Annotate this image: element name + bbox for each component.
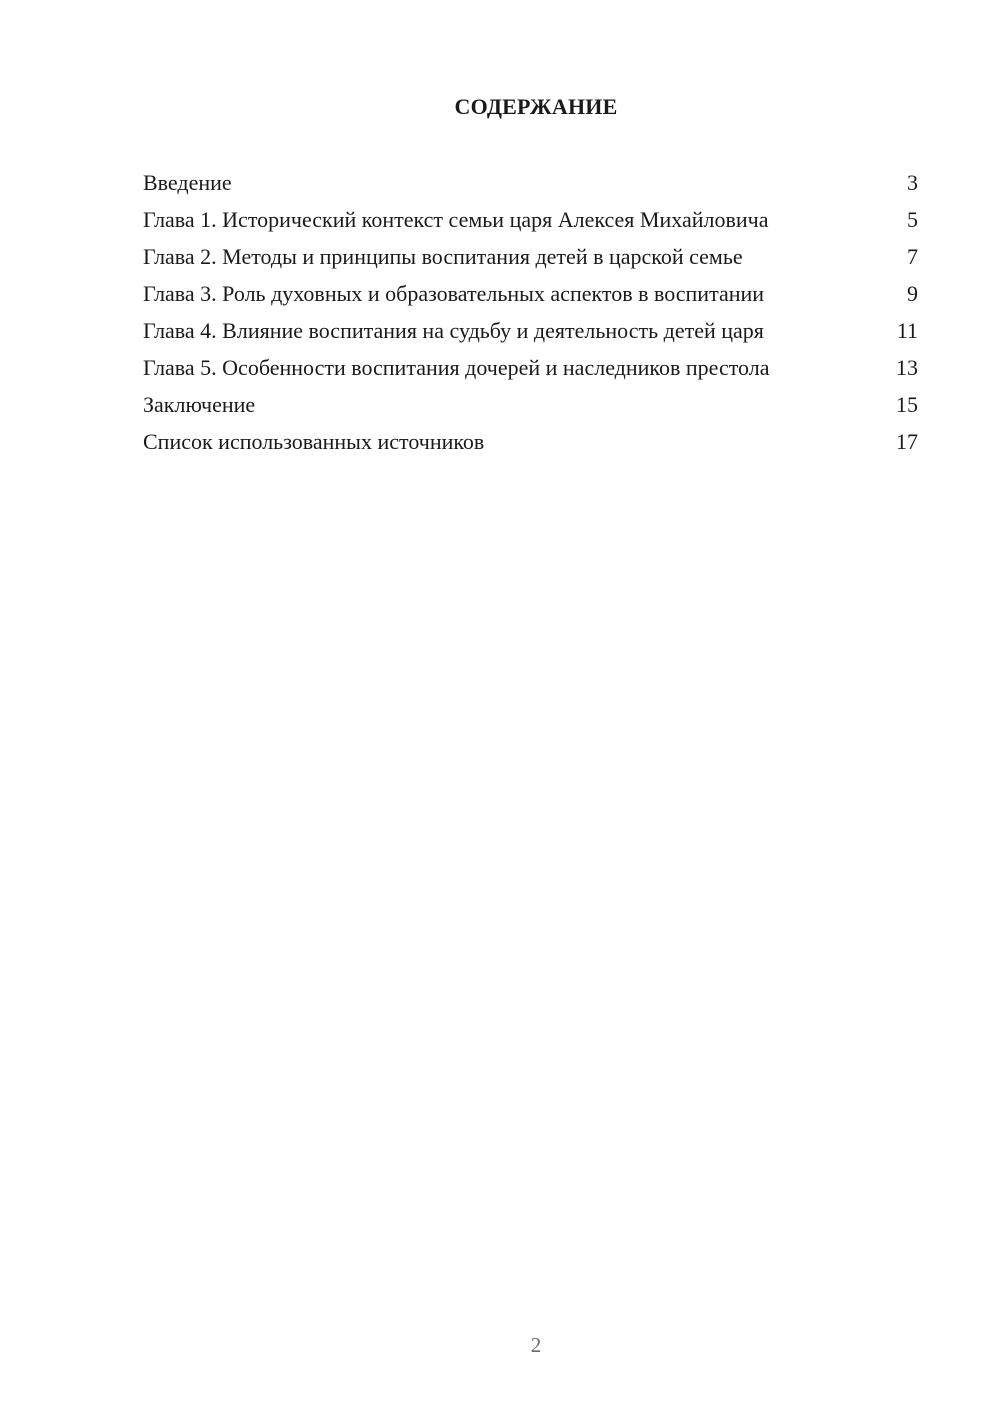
toc-entry-title: Глава 3. Роль духовных и образовательных аспектов в воспитании xyxy=(143,281,765,306)
toc-entry-title: Список использованных источников xyxy=(143,429,485,454)
table-of-contents xyxy=(143,170,918,466)
toc-entry-page-number: 11 xyxy=(896,318,918,343)
toc-entry-page-number: 15 xyxy=(896,392,918,417)
toc-entry-title: Глава 1. Исторический контекст семьи царя Алексея Михайловича xyxy=(143,207,769,232)
page-title: СОДЕРЖАНИЕ xyxy=(454,94,618,119)
page-number: 2 xyxy=(530,1333,542,1357)
toc-entry-title: Глава 5. Особенности воспитания дочерей и наследников престола xyxy=(143,355,770,380)
toc-entry-page-number: 5 xyxy=(907,207,918,232)
toc-entry-title: Введение xyxy=(143,170,232,195)
toc-entry-chapter-3 xyxy=(143,281,918,307)
toc-entry-chapter-4 xyxy=(143,318,918,344)
toc-entry-page-number: 13 xyxy=(896,355,918,380)
toc-entry-title: Глава 2. Методы и принципы воспитания детей в царской семье xyxy=(143,244,743,269)
toc-entry-chapter-1 xyxy=(143,207,918,233)
toc-entry-chapter-2 xyxy=(143,244,918,270)
toc-entry-chapter-5 xyxy=(143,355,918,381)
toc-entry-page-number: 7 xyxy=(907,244,918,269)
toc-entry-references xyxy=(143,429,918,455)
toc-entry-title: Заключение xyxy=(143,392,256,417)
toc-entry-page-number: 3 xyxy=(907,170,918,195)
toc-entry-page-number: 9 xyxy=(907,281,918,306)
toc-entry-introduction xyxy=(143,170,918,196)
toc-entry-conclusion xyxy=(143,392,918,418)
toc-entry-title: Глава 4. Влияние воспитания на судьбу и деятельность детей царя xyxy=(143,318,764,343)
toc-entry-page-number: 17 xyxy=(896,429,918,454)
